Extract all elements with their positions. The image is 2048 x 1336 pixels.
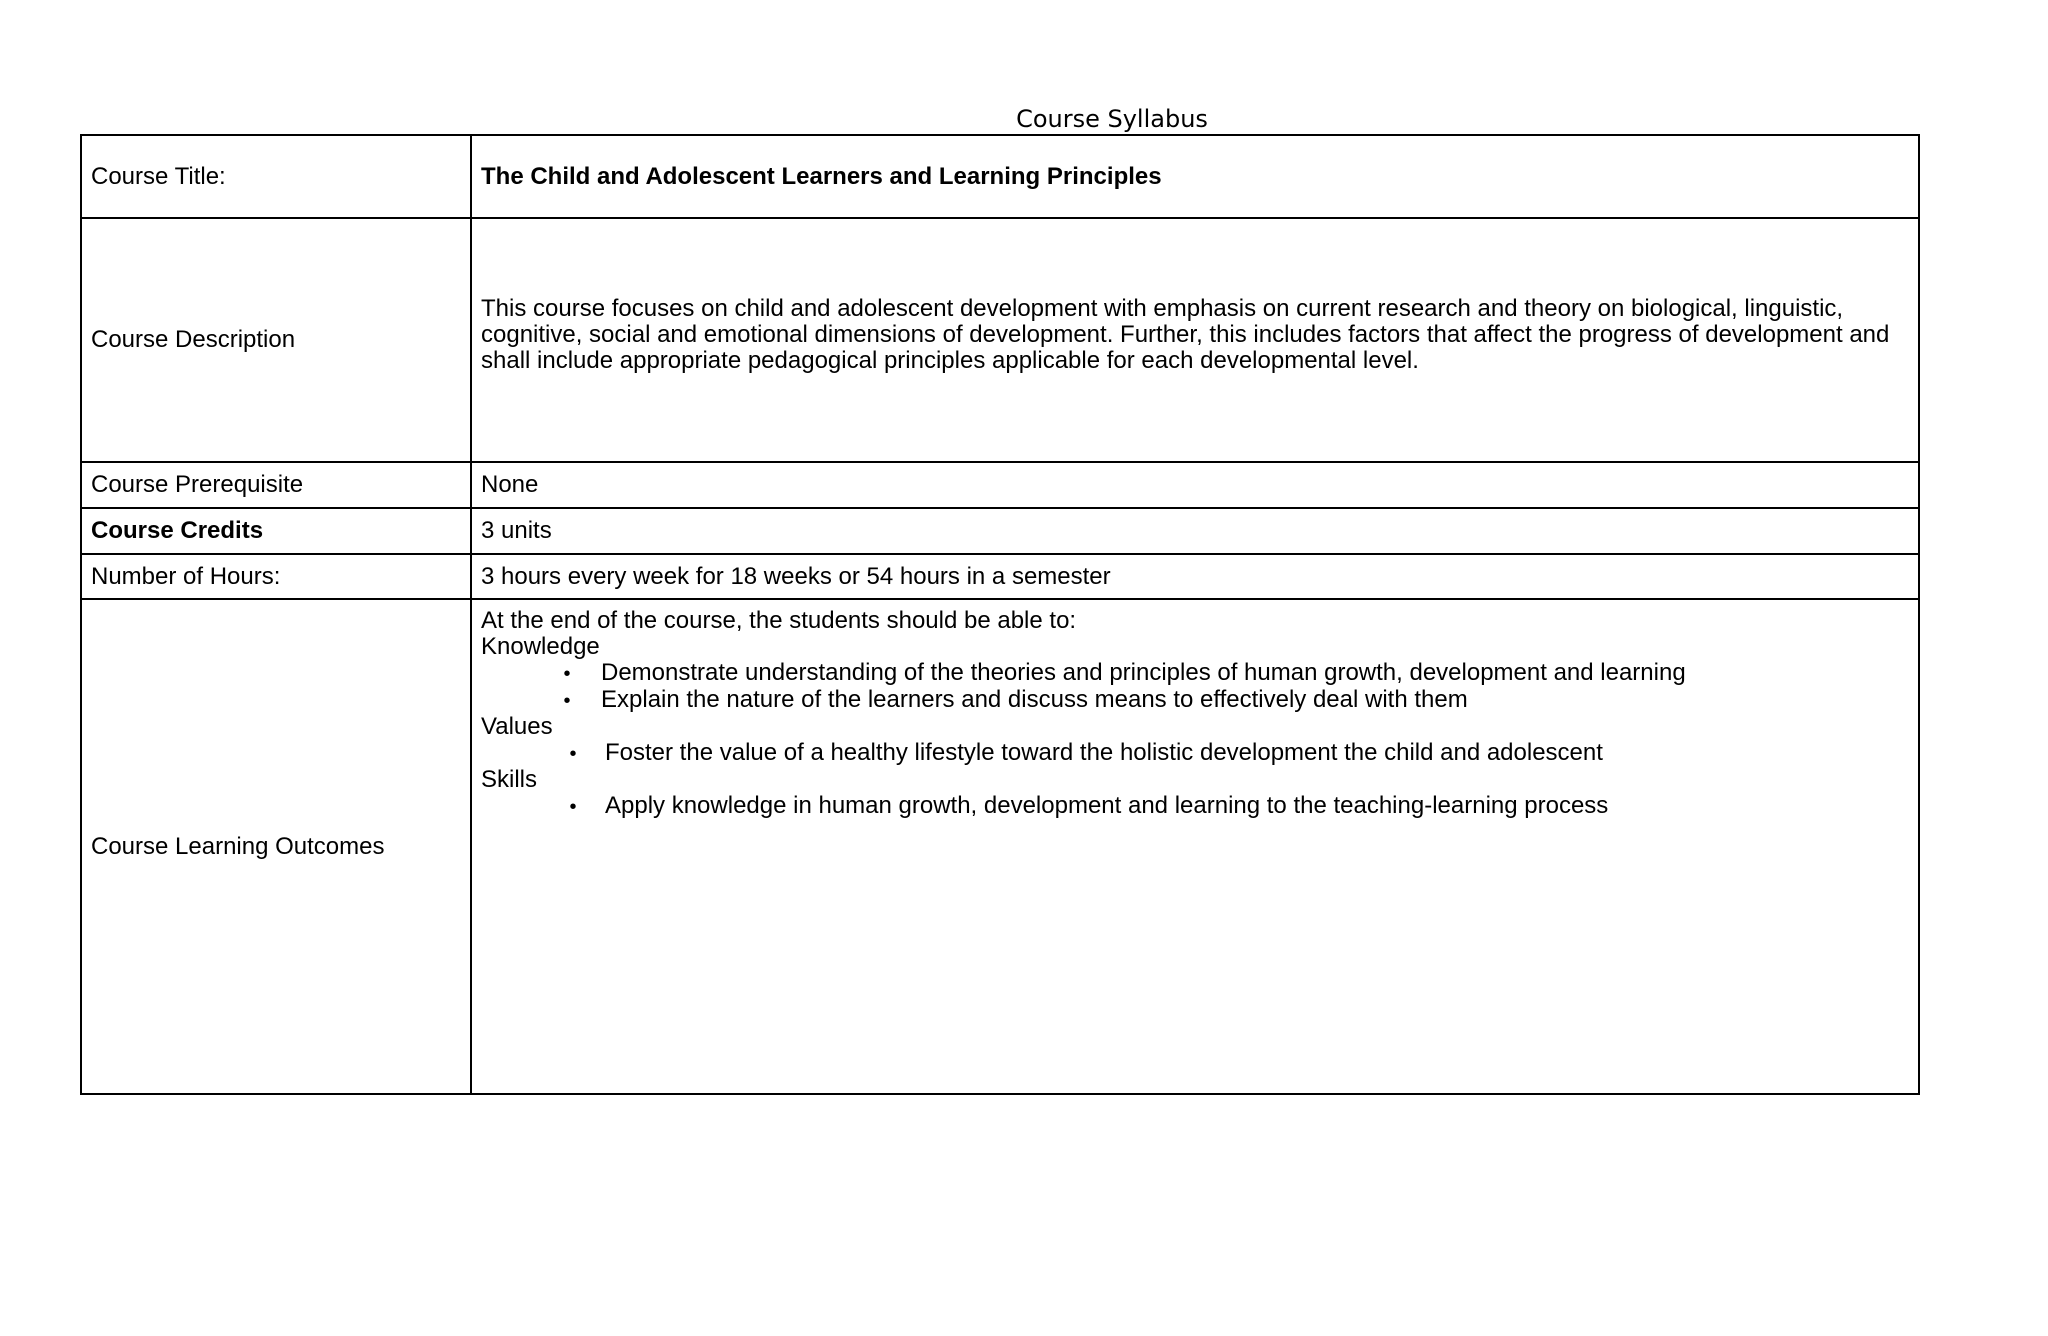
skills-item-text: Apply knowledge in human growth, development and learning to the teaching-learning process — [605, 792, 1609, 819]
learning-outcomes-intro: At the end of the course, the students should be able to: — [481, 607, 1077, 634]
number-of-hours-label: Number of Hours: — [81, 554, 471, 599]
syllabus-table — [80, 134, 1920, 1095]
table-row-course-credits — [81, 508, 1919, 554]
number-of-hours-value: 3 hours every week for 18 weeks or 54 hours in a semester — [471, 554, 1919, 599]
bullet-icon: • — [563, 663, 571, 685]
knowledge-item-text: Explain the nature of the learners and discuss means to effectively deal with them — [601, 686, 1468, 713]
table-row-learning-outcomes — [81, 599, 1919, 1094]
knowledge-item-text: Demonstrate understanding of the theories and principles of human growth, development and learning — [601, 659, 1686, 686]
table-row-course-prerequisite — [81, 462, 1919, 508]
values-heading: Values — [481, 713, 553, 740]
course-prerequisite-label: Course Prerequisite — [81, 462, 471, 508]
course-credits-label: Course Credits — [81, 508, 471, 554]
bullet-icon: • — [563, 690, 571, 712]
table-row-course-title — [81, 135, 1919, 218]
course-credits-value: 3 units — [471, 508, 1919, 554]
bullet-icon: • — [569, 743, 577, 765]
list-item — [481, 687, 1910, 714]
list-item — [481, 793, 1910, 820]
course-description-value: This course focuses on child and adolescent development with emphasis on current research and theory on biological, linguistic, cognitive, social and emotional dimensions of development. Further, this includes factors that affect the progress of development and shall include appropriate pedagogical principles applicable for each developmental level. — [481, 295, 1890, 374]
course-prerequisite-value: None — [471, 462, 1919, 508]
list-item — [481, 660, 1910, 687]
values-item-text: Foster the value of a healthy lifestyle toward the holistic development the child and adolescent — [605, 739, 1603, 766]
learning-outcomes-cell — [471, 599, 1919, 1094]
table-row-course-description — [81, 218, 1919, 462]
list-item — [481, 740, 1910, 767]
course-description-label: Course Description — [81, 218, 471, 462]
learning-outcomes-label: Course Learning Outcomes — [81, 599, 471, 1094]
table-row-number-of-hours — [81, 554, 1919, 599]
course-title-value: The Child and Adolescent Learners and Learning Principles — [471, 135, 1919, 218]
knowledge-heading: Knowledge — [481, 633, 600, 660]
course-title-label: Course Title: — [81, 135, 471, 218]
bullet-icon: • — [569, 796, 577, 818]
document-title: Course Syllabus — [1016, 105, 1208, 133]
course-description-cell — [471, 218, 1919, 462]
skills-heading: Skills — [481, 766, 538, 793]
